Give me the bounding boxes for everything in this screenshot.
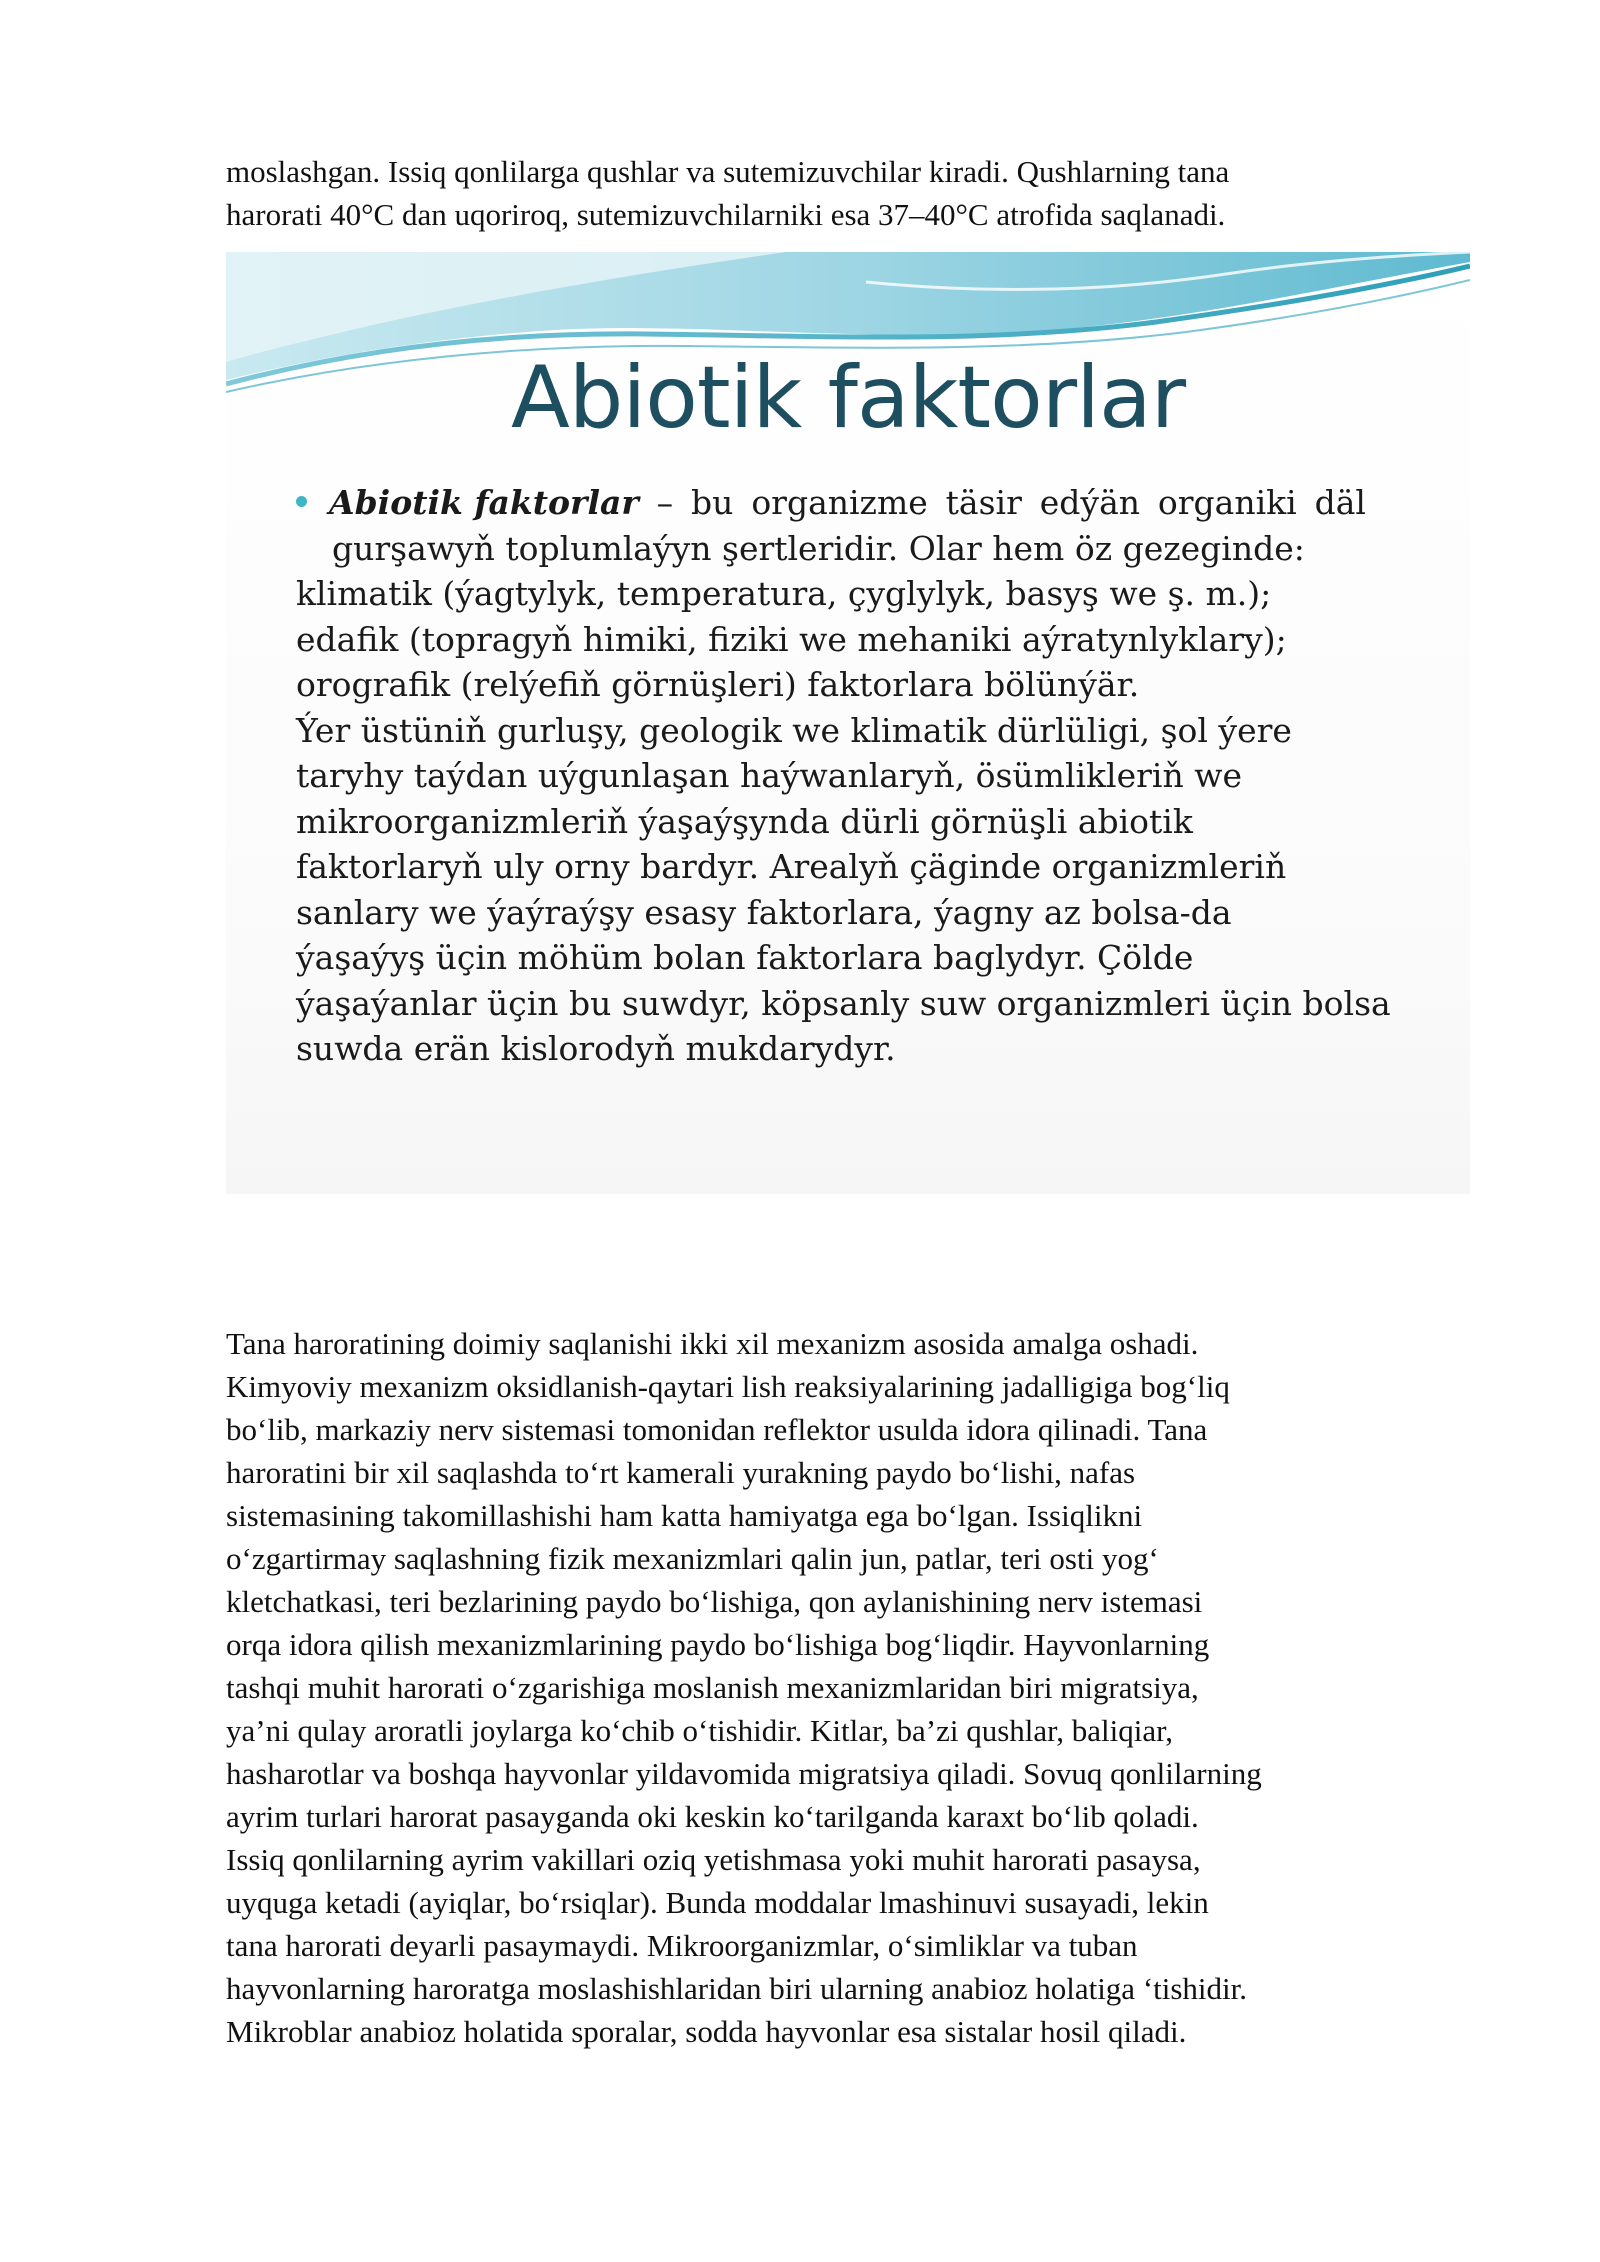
word: däl bbox=[1314, 483, 1366, 522]
word: edýän bbox=[1039, 483, 1140, 522]
text-line: ayrim turlari harorat pasayganda oki keskin ko‘tarilganda karaxt bo‘lib qoladi. bbox=[226, 1799, 1199, 1834]
text-line: tashqi muhit harorati o‘zgarishiga moslanish mexanizmlaridan biri migratsiya, bbox=[226, 1670, 1199, 1705]
bottom-paragraph bbox=[226, 1322, 1486, 2053]
text-line: hasharotlar va boshqa hayvonlar yildavomida migratsiya qiladi. Sovuq qonlilarning bbox=[226, 1756, 1262, 1791]
word: bu bbox=[691, 483, 734, 522]
text-line: o‘zgartirmay saqlashning fizik mexanizmlari qalin jun, patlar, teri osti yog‘ bbox=[226, 1541, 1159, 1576]
word: täsir bbox=[945, 483, 1022, 522]
slide-line: edafik (topragyň himiki, fiziki we mehaniki aýratynlyklary); bbox=[296, 619, 1287, 659]
slide-line: faktorlaryň uly orny bardyr. Arealyň çäginde organizmleriň bbox=[296, 847, 1287, 886]
text-line: sistemasining takomillashishi ham katta hamiyatga ega bo‘lgan. Issiqlikni bbox=[226, 1498, 1143, 1533]
word: organizme bbox=[751, 483, 928, 522]
text-line: hayvonlarning haroratga moslashishlaridan biri ularning anabioz holatiga ‘tishidir. bbox=[226, 1971, 1248, 2006]
slide-line: taryhy taýdan uýgunlaşan haýwanlaryň, ösümlikleriň we bbox=[296, 756, 1242, 795]
bullet-term: Abiotik faktorlar bbox=[329, 483, 639, 522]
bullet-icon bbox=[296, 496, 307, 507]
word: organiki bbox=[1157, 483, 1297, 522]
top-paragraph bbox=[226, 150, 1486, 236]
text-line: Tana haroratining doimiy saqlanishi ikki xil mexanizm asosida amalga oshadi. bbox=[226, 1326, 1199, 1361]
slide-line: suwda erän kislorodyň mukdarydyr. bbox=[296, 1029, 896, 1068]
slide-line: mikroorganizmleriň ýaşaýşynda dürli görnüşli abiotik bbox=[296, 801, 1193, 841]
text-line: Kimyoviy mexanizm oksidlanish-qaytari lish reaksiyalarining jadalligiga bog‘liq bbox=[226, 1369, 1230, 1404]
slide-line: ýaşaýanlar üçin bu suwdyr, köpsanly suw organizmleri üçin bolsa bbox=[296, 983, 1391, 1023]
text-line: harorati 40°C dan uqoriroq, sutemizuvchilarniki esa 37–40°C atrofida saqlanadi. bbox=[226, 197, 1226, 232]
text-line: moslashgan. Issiq qonlilarga qushlar va sutemizuvchilar kiradi. Qushlarning tana bbox=[226, 154, 1230, 189]
text-line: orqa idora qilish mexanizmlarining paydo bo‘lishiga bog‘liqdir. Hayvonlarning bbox=[226, 1627, 1210, 1662]
text-line: ya’ni qulay aroratli joylarga ko‘chib o‘tishidir. Kitlar, ba’zi qushlar, baliqiar, bbox=[226, 1713, 1173, 1748]
slide-line: Ýer üstüniň gurluşy, geologik we klimatik dürlüligi, şol ýere bbox=[296, 710, 1292, 750]
text-line: kletchatkasi, teri bezlarining paydo bo‘lishiga, qon aylanishining nerv istemasi bbox=[226, 1584, 1203, 1619]
text-line: uyquga ketadi (ayiqlar, bo‘rsiqlar). Bunda moddalar lmashinuvi susayadi, lekin bbox=[226, 1885, 1209, 1920]
text-line: Mikroblar anabioz holatida sporalar, sodda hayvonlar esa sistalar hosil qiladi. bbox=[226, 2014, 1187, 2049]
word: – bbox=[656, 483, 674, 522]
slide-line: ýaşaýyş üçin möhüm bolan faktorlara baglydyr. Çölde bbox=[296, 938, 1194, 977]
slide-title: Abiotik faktorlar bbox=[510, 348, 1186, 448]
slide-body bbox=[296, 480, 1426, 1072]
text-line: Issiq qonlilarning ayrim vakillari oziq yetishmasa yoki muhit harorati pasaysa, bbox=[226, 1842, 1201, 1877]
text-line: bo‘lib, markaziy nerv sistemasi tomonidan reflektor usulda idora qilinadi. Tana bbox=[226, 1412, 1208, 1447]
text-line: haroratini bir xil saqlashda to‘rt kamerali yurakning paydo bo‘lishi, nafas bbox=[226, 1455, 1136, 1490]
text-line: tana harorati deyarli pasaymaydi. Mikroorganizmlar, o‘simliklar va tuban bbox=[226, 1928, 1138, 1963]
slide-line: gurşawyň toplumlaýyn şertleridir. Olar hem öz gezeginde: bbox=[332, 528, 1305, 568]
slide-line: sanlary we ýaýraýşy esasy faktorlara, ýagny az bolsa-da bbox=[296, 892, 1232, 932]
bullet-term-group bbox=[296, 480, 639, 526]
bullet-first-line bbox=[296, 480, 1426, 526]
slide-line: klimatik (ýagtylyk, temperatura, çyglylyk, basyş we ş. m.); bbox=[296, 574, 1272, 613]
slide-image bbox=[226, 252, 1470, 1194]
slide-line: orografik (relýefiň görnüşleri) faktorlara bölünýär. bbox=[296, 665, 1140, 704]
